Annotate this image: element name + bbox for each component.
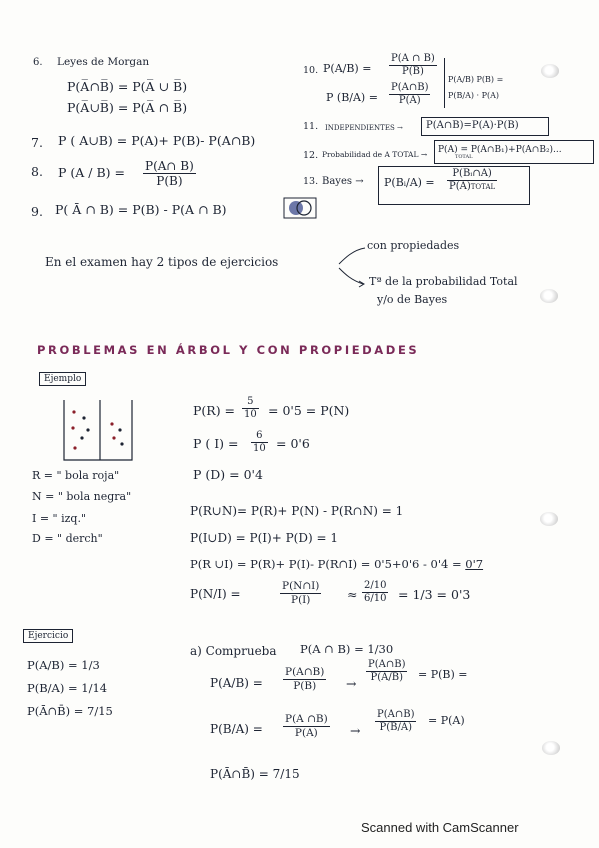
item13-den-sub: TOTAL	[470, 183, 496, 191]
punch-hole	[540, 289, 558, 303]
item10-fraction2	[389, 82, 430, 107]
ab-arrow: →	[346, 676, 357, 691]
urns-drawing	[60, 398, 136, 464]
item6-number: 6.	[33, 57, 43, 68]
item12-label: Probabilidad de A TOTAL →	[322, 150, 428, 159]
ni-fraction2-num: 2/10	[364, 580, 387, 591]
pr-fraction-den: 10	[244, 409, 257, 420]
item13-fraction-num: P(Bᵢ∩A)	[447, 168, 497, 181]
item8-fraction-den: P(B)	[156, 174, 183, 189]
given-1: P(A/B) = 1/3	[27, 658, 100, 672]
item10-side2: P(B/A) · P(A)	[448, 91, 500, 100]
item10-lhs2: P (B/A) =	[326, 91, 378, 104]
item10-fraction1-den: P(B)	[401, 66, 424, 77]
ab-fraction-den: P(B)	[293, 679, 317, 692]
exercise-tag: Ejercicio	[23, 629, 73, 643]
run-line: P(R∪N)= P(R)+ P(N) - P(R∩N) = 1	[190, 504, 404, 518]
part-a-label: a) Comprueba	[190, 644, 277, 658]
exam-note: En el examen hay 2 tipos de ejercicios	[45, 255, 279, 269]
exam-option-properties: con propiedades	[367, 239, 460, 252]
ba-fraction-den: P(A)	[294, 726, 318, 739]
pr-fraction-num: 5	[242, 396, 259, 409]
ni-fraction	[280, 580, 321, 606]
ab-fraction	[283, 666, 326, 692]
item11-box	[421, 117, 549, 136]
item12-box-text: P(A) = P(A∩B₁)+P(A∩B₂)...	[438, 145, 562, 155]
legend-i: I = " izq."	[32, 512, 87, 525]
ni-lhs: P(N/I) =	[190, 587, 241, 601]
item8-fraction	[143, 159, 196, 189]
ab-fraction2-den: P(A/B)	[370, 672, 403, 683]
rui-main: P(R ∪I) = P(R)+ P(I)- P(R∩I) = 0'5+0'6 - 0'4 =	[190, 557, 462, 571]
item10-fraction2-num: P(A∩B)	[391, 82, 429, 93]
punch-hole	[542, 741, 560, 755]
ba-fraction	[283, 713, 330, 739]
item10-fraction1-num: P(A ∩ B)	[391, 53, 435, 64]
ab-fraction-num: P(A∩B)	[285, 666, 325, 678]
section-title: PROBLEMAS EN ÁRBOL Y CON PROPIEDADES	[37, 343, 420, 357]
item6-line2: P(A̅∪B̅) = P(A̅ ∩ B̅)	[67, 100, 188, 115]
item10-brace	[444, 58, 445, 108]
legend-r: R = " bola roja"	[32, 469, 120, 482]
ab-lhs: P(A/B) =	[210, 676, 263, 690]
ab-rhs: = P(B) =	[418, 668, 468, 681]
item7-text: P ( A∪B) = P(A)+ P(B)- P(A∩B)	[58, 133, 256, 148]
pi-fraction-num: 6	[251, 430, 268, 443]
ba-lhs: P(B/A) =	[210, 722, 263, 736]
item9-number: 9.	[31, 204, 43, 219]
ba-fraction2-den: P(B/A)	[379, 722, 412, 733]
item13-fraction	[447, 168, 497, 193]
ni-eq: ≈	[347, 587, 358, 602]
item6-title: Leyes de Morgan	[57, 56, 150, 68]
item11-number: 11.	[303, 121, 319, 132]
pi-fraction-den: 10	[253, 443, 266, 454]
pi-fraction	[251, 430, 268, 455]
item12-number: 12.	[303, 150, 319, 161]
exam-option-bayes: y/o de Bayes	[377, 293, 448, 306]
pr-lhs: P(R) =	[193, 403, 236, 418]
item8-number: 8.	[31, 164, 43, 179]
item10-fraction2-den: P(A)	[398, 95, 421, 106]
pi-lhs: P ( I) =	[193, 436, 239, 451]
item12-box-sub: TOTAL	[455, 154, 473, 160]
ni-fraction-den: P(I)	[291, 593, 311, 606]
ni-rhs: = 1/3 = 0'3	[398, 587, 471, 602]
rui-line	[190, 558, 483, 571]
ni-fraction2-den: 6/10	[364, 593, 387, 604]
ab-fraction2	[366, 659, 407, 684]
item13-box	[378, 166, 530, 205]
iud-line: P(I∪D) = P(I)+ P(D) = 1	[190, 531, 338, 545]
legend-d: D = " derch"	[32, 532, 103, 545]
pr-fraction	[242, 396, 259, 421]
exam-branch-lines	[335, 244, 367, 288]
pi-rhs: = 0'6	[276, 436, 310, 451]
scanner-watermark: Scanned with CamScanner	[361, 820, 519, 835]
item7-number: 7.	[31, 135, 43, 150]
ab-fraction2-num: P(A∩B)	[368, 659, 406, 670]
exam-option-total: Tª de la probabilidad Total	[369, 275, 518, 288]
ba-rhs: = P(A)	[428, 714, 465, 727]
item11-label: INDEPENDIENTES →	[325, 124, 403, 132]
item10-lhs1: P(A/B) =	[323, 62, 372, 75]
punch-hole	[540, 512, 558, 526]
example-tag: Ejemplo	[39, 372, 86, 386]
ba-arrow: →	[350, 723, 361, 738]
item10-fraction1	[389, 53, 437, 78]
item10-side1: P(A/B) P(B) =	[448, 75, 504, 84]
item13-den-main: P(A)	[449, 181, 471, 192]
item13-number: 13.	[303, 176, 319, 187]
item12-box	[434, 140, 594, 164]
pd-line: P (D) = 0'4	[193, 467, 263, 482]
item8-lhs: P (A / B) =	[58, 165, 125, 180]
part-a-given: P(A ∩ B) = 1/30	[300, 642, 394, 656]
ni-fraction2	[362, 580, 388, 605]
pr-rhs: = 0'5 = P(N)	[268, 403, 350, 418]
ni-fraction-num: P(N∩I)	[282, 580, 320, 592]
given-2: P(B/A) = 1/14	[27, 681, 108, 695]
item6-line1: P(A̅∩B̅) = P(A̅ ∪ B̅)	[67, 79, 188, 94]
item8-fraction-num: P(A∩ B)	[145, 159, 194, 173]
rui-result: 0'7	[465, 557, 484, 571]
legend-n: N = " bola negra"	[32, 490, 132, 503]
ba-fraction2-num: P(A∩B)	[377, 709, 415, 720]
punch-hole	[541, 64, 559, 78]
item10-number: 10.	[303, 65, 319, 76]
item13-fraction-den	[447, 181, 497, 193]
item9-text: P( Ā ∩ B) = P(B) - P(A ∩ B)	[55, 202, 227, 217]
item13-lhs: P(Bᵢ/A) =	[384, 176, 435, 189]
given-3: P(Ā∩B̄) = 7/15	[27, 704, 113, 718]
item13-label: Bayes →	[322, 176, 364, 187]
ba-fraction-num: P(A ∩B)	[285, 713, 328, 725]
last-line: P(Ā∩B̄) = 7/15	[210, 767, 300, 781]
venn-diagram-icon	[283, 197, 317, 219]
item11-box-text: P(A∩B)=P(A)·P(B)	[426, 120, 519, 131]
ba-fraction2	[375, 709, 416, 734]
